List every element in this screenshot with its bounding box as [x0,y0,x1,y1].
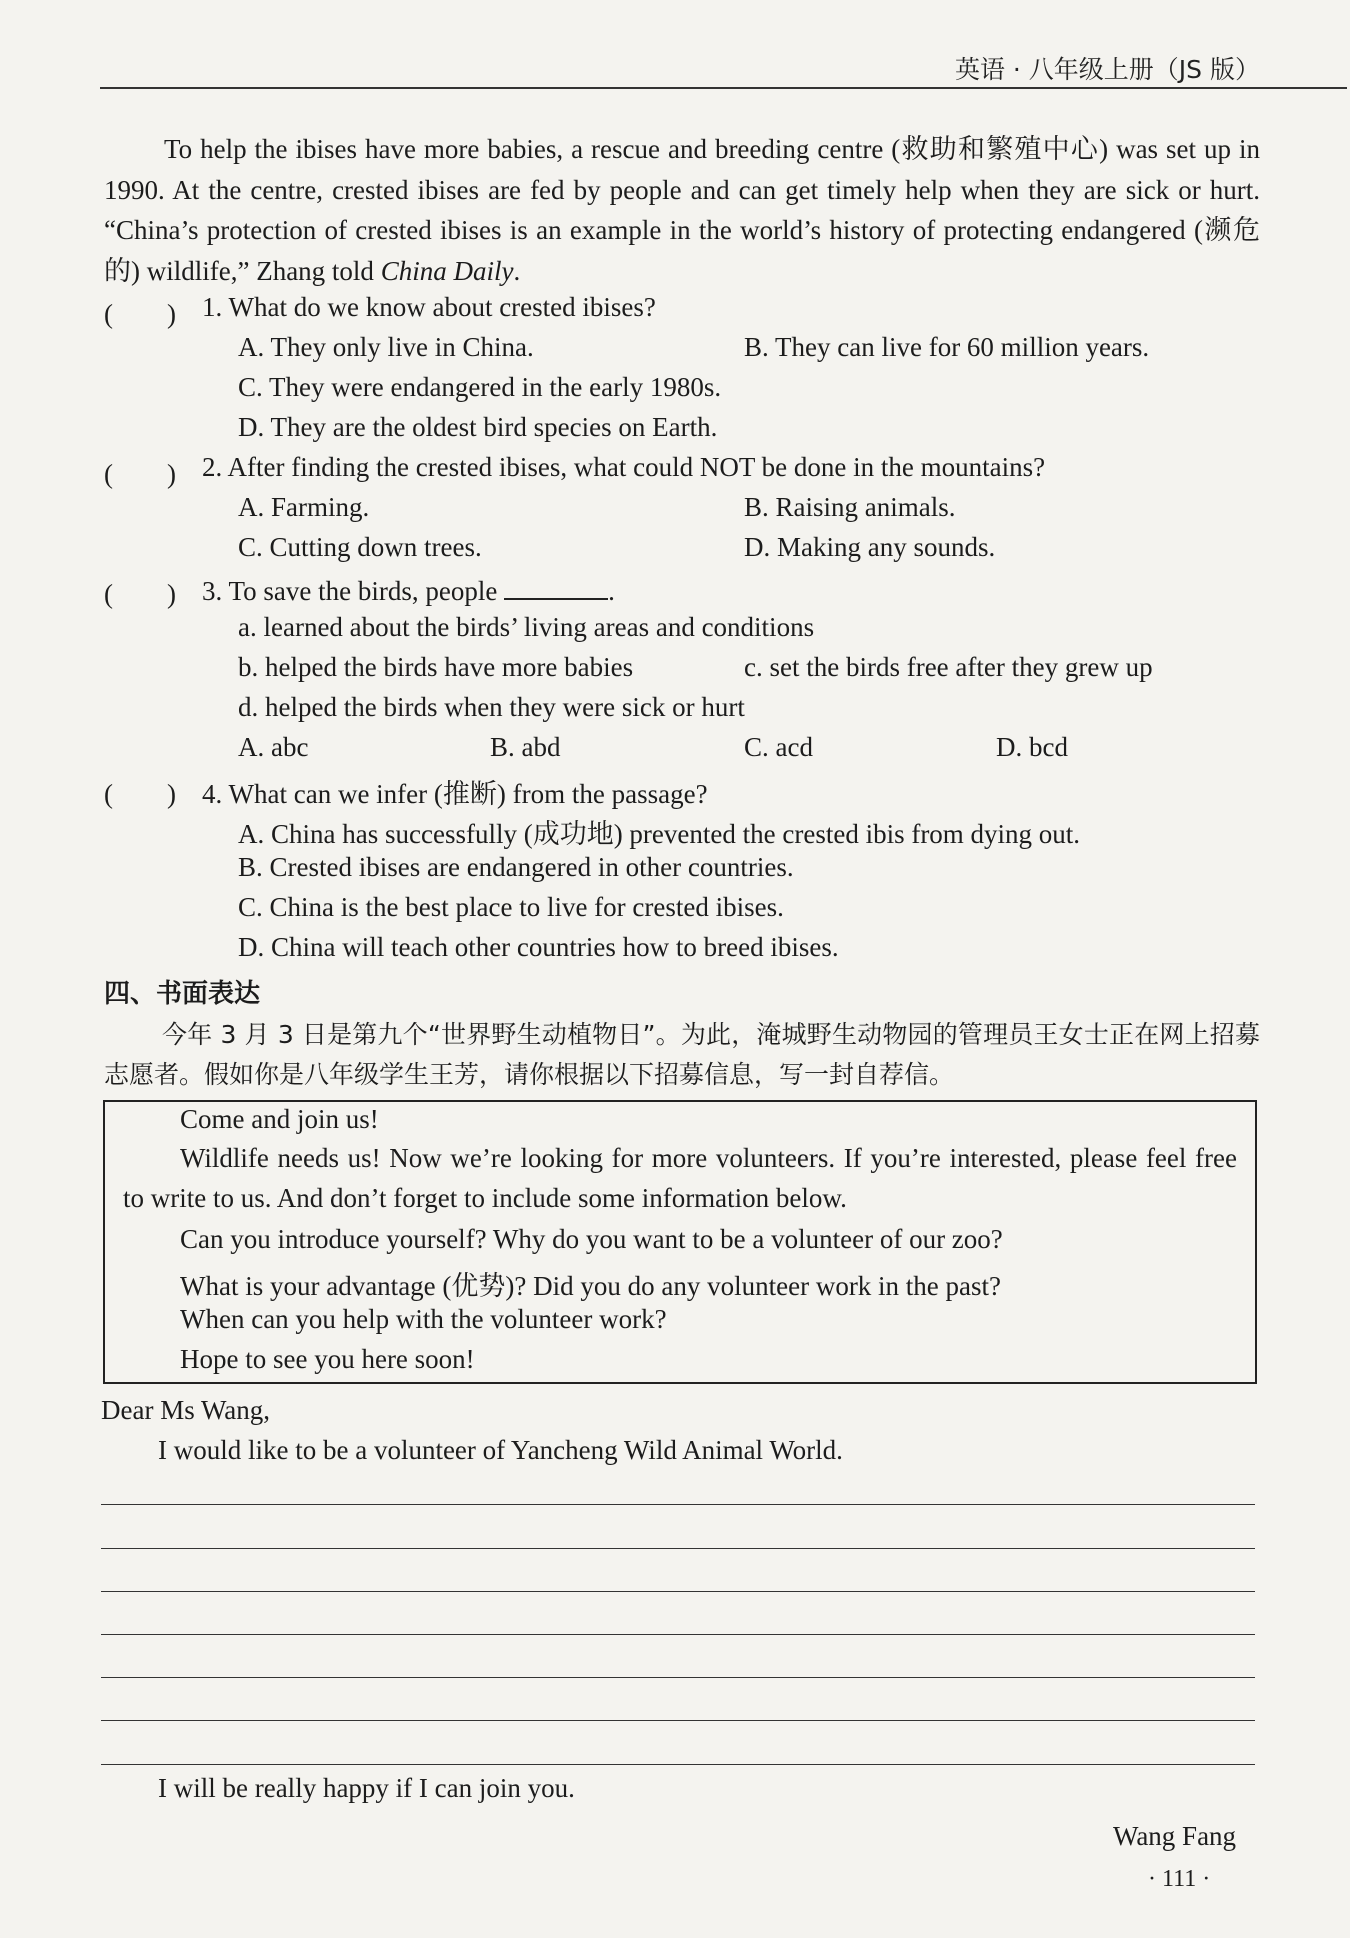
notice-paragraph: Wildlife needs us! Now we’re looking for more volunteers. If you’re interested, please feel free to write to us. And don’t forget to include some information below. [123,1143,1237,1213]
q2-option-c: C. Cutting down trees. [238,532,482,562]
letter-closing: I will be really happy if I can join you. [158,1773,575,1803]
q4-option-b: B. Crested ibises are endangered in other countries. [238,852,794,882]
q3-option-c: C. acd [744,732,813,762]
passage-end: . [513,255,521,286]
notice-line-3: Can you introduce yourself? Why do you want to be a volunteer of our zoo? [180,1224,1003,1254]
section-heading: 四、书面表达 [104,979,261,1009]
q3-stem-end: . [608,576,615,606]
q3-option-d: D. bcd [996,732,1068,762]
q2-stem: 2. After finding the crested ibises, what could NOT be done in the mountains? [202,452,1046,482]
q4-option-d: D. China will teach other countries how to breed ibises. [238,932,839,962]
q4-option-c: C. China is the best place to live for crested ibises. [238,892,784,922]
notice-line-4: What is your advantage (优势)? Did you do any volunteer work in the past? [180,1271,1002,1301]
passage-source: China Daily [380,255,514,286]
q1-option-b: B. They can live for 60 million years. [744,332,1150,362]
q4-option-a: A. China has successfully (成功地) prevented the crested ibis from dying out. [238,819,1081,849]
q2-option-b: B. Raising animals. [744,492,956,522]
writing-line-7[interactable] [101,1764,1255,1765]
q3-blank[interactable] [504,572,608,600]
q3-item-a: a. learned about the birds’ living areas and conditions [238,612,815,642]
notice-line-1: Come and join us! [180,1104,379,1134]
writing-line-2[interactable] [101,1548,1255,1549]
header-rule [100,87,1347,89]
q3-stem [202,572,615,607]
writing-line-1[interactable] [101,1504,1255,1505]
q3-option-b: B. abd [490,732,561,762]
q3-item-c: c. set the birds free after they grew up [744,652,1153,682]
q2-answer-paren[interactable]: ( ) [104,459,176,489]
passage-text: To help the ibises have more babies, a rescue and breeding centre (救助和繁殖中心) was set up in 1990. At the centre, crested ibises are fed by people and can get timely help when they are sick or hurt. “China’s protection of crested ibises is an example in the world’s history of protecting endangered (濒危的) wildlife,” Zhang told [104,134,1260,286]
writing-line-4[interactable] [101,1634,1255,1635]
notice-line-5: When can you help with the volunteer work? [180,1304,667,1334]
writing-instructions: 今年 3 月 3 日是第九个“世界野生动植物日”。为此，淹城野生动物园的管理员王女士正在网上招募志愿者。假如你是八年级学生王芳，请你根据以下招募信息，写一封自荐信。 [104,1020,1260,1089]
writing-line-3[interactable] [101,1591,1255,1592]
passage-paragraph [104,129,1260,291]
q1-stem: 1. What do we know about crested ibises? [202,292,656,322]
q3-stem-text: 3. To save the birds, people [202,576,498,606]
q1-option-d: D. They are the oldest bird species on Earth. [238,412,718,442]
letter-signature: Wang Fang [1113,1821,1237,1851]
writing-line-5[interactable] [101,1677,1255,1678]
letter-opening: I would like to be a volunteer of Yancheng Wild Animal World. [158,1435,843,1465]
q2-option-a: A. Farming. [238,492,370,522]
q3-answer-paren[interactable]: ( ) [104,579,176,609]
notice-line-6: Hope to see you here soon! [180,1344,475,1374]
q2-option-d: D. Making any sounds. [744,532,996,562]
header-title: 英语 · 八年级上册（JS 版） [954,55,1260,84]
q4-answer-paren[interactable]: ( ) [104,779,176,809]
letter-greeting: Dear Ms Wang, [101,1395,271,1425]
q1-option-c: C. They were endangered in the early 1980s. [238,372,722,402]
q4-stem: 4. What can we infer (推断) from the passage? [202,779,708,809]
q3-item-b: b. helped the birds have more babies [238,652,634,682]
writing-line-6[interactable] [101,1720,1255,1721]
q1-option-a: A. They only live in China. [238,332,534,362]
q1-answer-paren[interactable]: ( ) [104,299,176,329]
q3-option-a: A. abc [238,732,309,762]
page-number: · 111 · [1148,1866,1211,1892]
q3-item-d: d. helped the birds when they were sick or hurt [238,692,745,722]
